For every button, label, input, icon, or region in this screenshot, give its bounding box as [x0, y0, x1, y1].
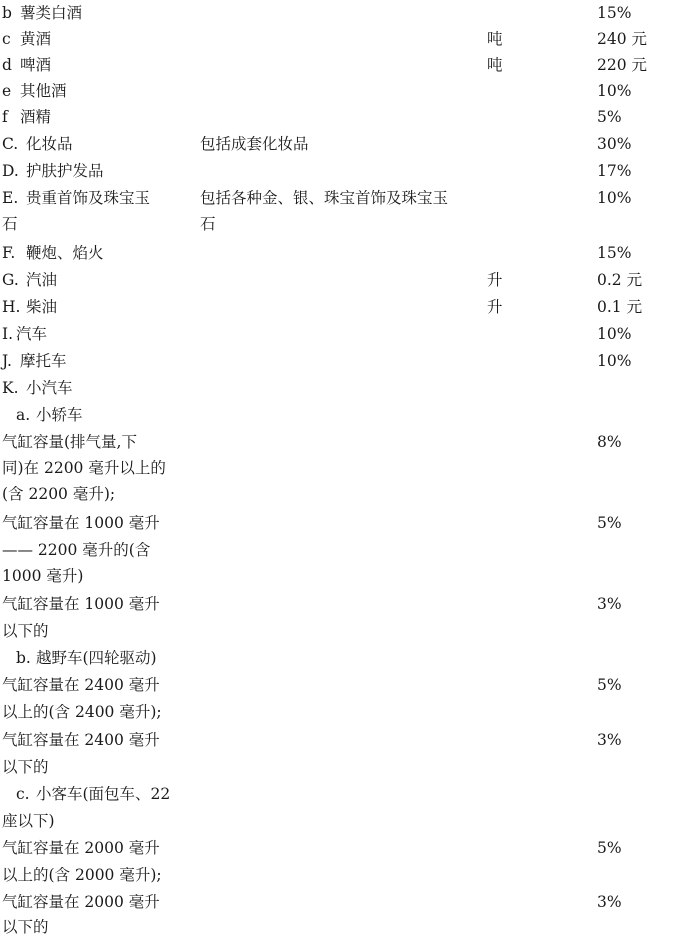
- item-name-suffix: 酒精: [20, 108, 52, 126]
- item-name-suffix: 小客车(面包车、22: [36, 785, 171, 803]
- item-rate: 30%: [597, 135, 632, 153]
- item-rate: 5%: [597, 676, 622, 694]
- table-row: [0, 52, 700, 78]
- item-name-suffix: 越野车(四轮驱动): [36, 649, 157, 667]
- item-note: 包括成套化妆品: [200, 135, 309, 153]
- item-rate: 5%: [597, 108, 622, 126]
- item-name: 石: [2, 215, 18, 233]
- item-rate: 10%: [597, 82, 632, 100]
- item-name: d: [2, 56, 12, 74]
- item-name: c.: [16, 785, 30, 803]
- item-name: c: [2, 30, 11, 48]
- table-row: [0, 26, 700, 52]
- item-name: 座以下): [2, 812, 55, 830]
- table-row: [0, 510, 700, 536]
- item-rate: 3%: [597, 731, 622, 749]
- table-row: [0, 889, 700, 915]
- table-row: [0, 835, 700, 861]
- item-name: H.: [2, 298, 21, 316]
- table-row: [0, 348, 700, 374]
- item-name-suffix: 其他酒: [20, 82, 67, 100]
- table-row: [0, 781, 700, 807]
- table-row: [0, 78, 700, 104]
- item-name-suffix: 啤酒: [20, 56, 52, 74]
- item-rate: 8%: [597, 433, 622, 451]
- table-row: [0, 0, 700, 26]
- item-name: J.: [2, 352, 12, 370]
- item-unit: 升: [487, 298, 503, 316]
- table-row: [0, 267, 700, 293]
- item-name: 以下的: [2, 758, 49, 776]
- item-name: G.: [2, 271, 19, 289]
- table-row: [0, 158, 700, 184]
- table-row-continued: [0, 914, 700, 940]
- table-row-continued: [0, 699, 700, 725]
- item-name: C.: [2, 135, 19, 153]
- item-rate: 15%: [597, 4, 632, 22]
- item-name: 以下的: [2, 622, 49, 640]
- item-name: 气缸容量在 2000 毫升: [2, 893, 160, 911]
- item-name: (含 2200 毫升);: [2, 485, 116, 503]
- item-name: E.: [2, 189, 19, 207]
- item-rate: 220 元: [597, 56, 648, 74]
- item-rate: 5%: [597, 839, 622, 857]
- item-rate: 3%: [597, 595, 622, 613]
- table-row-continued: [0, 862, 700, 888]
- table-row-continued: [0, 211, 700, 237]
- table-row-continued: [0, 563, 700, 589]
- item-name: —— 2200 毫升的(含: [2, 541, 151, 559]
- item-name-suffix: 护肤护发品: [26, 162, 104, 180]
- table-row: [0, 104, 700, 130]
- item-rate: 10%: [597, 352, 632, 370]
- table-row: [0, 240, 700, 266]
- item-name-suffix: 小汽车: [26, 379, 73, 397]
- item-note: 包括各种金、银、珠宝首饰及珠宝玉: [200, 189, 449, 207]
- table-row: [0, 294, 700, 320]
- item-note: 石: [200, 215, 216, 233]
- table-row: [0, 645, 700, 671]
- item-name: 以上的(含 2000 毫升);: [2, 866, 162, 884]
- table-row-continued: [0, 455, 700, 481]
- item-name: 气缸容量在 1000 毫升: [2, 514, 160, 532]
- item-name: 气缸容量在 2000 毫升: [2, 839, 160, 857]
- table-row: [0, 185, 700, 211]
- item-name: F.: [2, 244, 16, 262]
- item-name-suffix: 化妆品: [26, 135, 73, 153]
- item-name: I.: [2, 325, 14, 343]
- table-row: [0, 131, 700, 157]
- item-name: 气缸容量(排气量,下: [2, 433, 137, 451]
- item-rate: 240 元: [597, 30, 648, 48]
- item-name-suffix: 鞭炮、焰火: [26, 244, 104, 262]
- table-row-continued: [0, 808, 700, 834]
- item-name-suffix: 汽车: [16, 325, 48, 343]
- table-row: [0, 429, 700, 455]
- item-rate: 15%: [597, 244, 632, 262]
- item-name: 气缸容量在 2400 毫升: [2, 731, 160, 749]
- item-name: D.: [2, 162, 19, 180]
- item-name: 以下的: [2, 918, 49, 936]
- item-name-suffix: 柴油: [26, 298, 58, 316]
- item-name: 1000 毫升): [2, 567, 84, 585]
- item-name: K.: [2, 379, 19, 397]
- item-rate: 17%: [597, 162, 632, 180]
- item-name: e: [2, 82, 12, 100]
- item-name: 同)在 2200 毫升以上的: [2, 459, 166, 477]
- item-name-suffix: 薯类白酒: [20, 4, 83, 22]
- item-name: 以上的(含 2400 毫升);: [2, 703, 162, 721]
- table-row-continued: [0, 537, 700, 563]
- table-row-continued: [0, 754, 700, 780]
- item-name: a.: [16, 406, 31, 424]
- table-row-continued: [0, 618, 700, 644]
- table-row: [0, 727, 700, 753]
- item-rate: 3%: [597, 893, 622, 911]
- item-rate: 0.2 元: [597, 271, 643, 289]
- table-row: [0, 672, 700, 698]
- item-name: 气缸容量在 1000 毫升: [2, 595, 160, 613]
- item-name: b: [2, 4, 12, 22]
- table-row: [0, 321, 700, 347]
- table-row: [0, 375, 700, 401]
- table-row: [0, 591, 700, 617]
- table-row-continued: [0, 481, 700, 507]
- item-name: f: [2, 108, 8, 126]
- item-rate: 10%: [597, 189, 632, 207]
- item-unit: 吨: [487, 56, 503, 74]
- item-name-suffix: 摩托车: [20, 352, 67, 370]
- item-name-suffix: 黄酒: [20, 30, 52, 48]
- item-rate: 0.1 元: [597, 298, 643, 316]
- item-name-suffix: 汽油: [26, 271, 58, 289]
- item-rate: 5%: [597, 514, 622, 532]
- item-rate: 10%: [597, 325, 632, 343]
- table-row: [0, 402, 700, 428]
- item-unit: 升: [487, 271, 503, 289]
- item-name: b.: [16, 649, 31, 667]
- item-name-suffix: 小轿车: [36, 406, 83, 424]
- item-name-suffix: 贵重首饰及珠宝玉: [26, 189, 151, 207]
- item-unit: 吨: [487, 30, 503, 48]
- item-name: 气缸容量在 2400 毫升: [2, 676, 160, 694]
